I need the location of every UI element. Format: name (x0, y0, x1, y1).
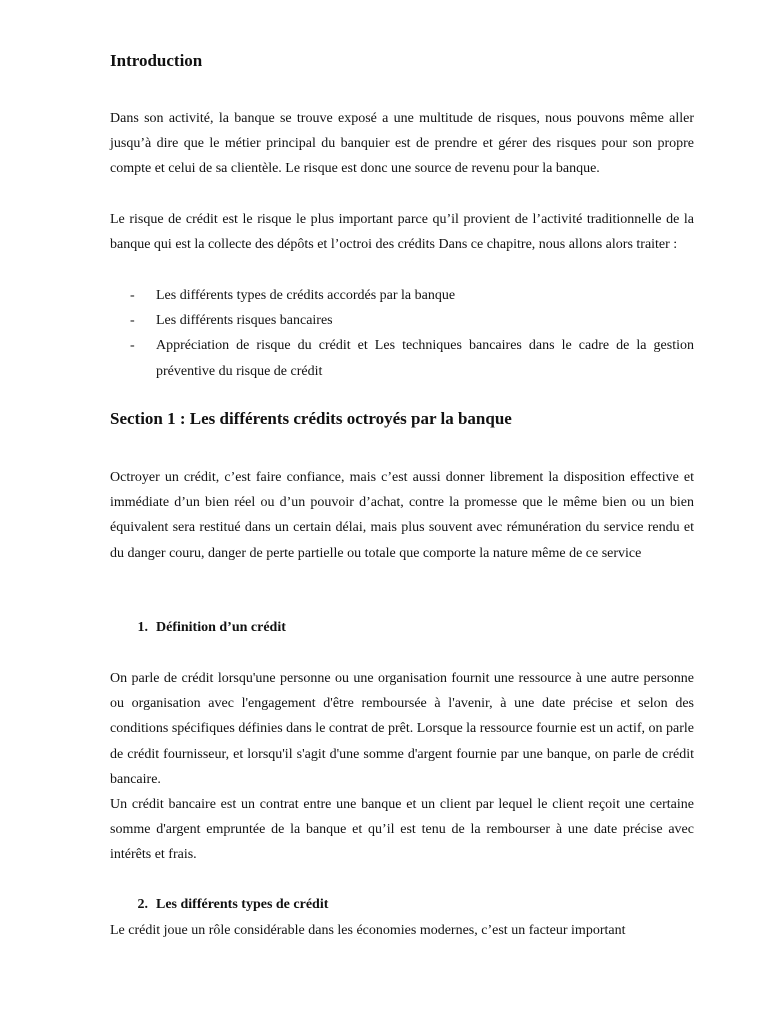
subsection-1-paragraph-1: On parle de crédit lorsqu'une personne ou une organisation fournit une ressource à une autre personne ou organisation avec l'engagement d'être remboursée à l'avenir, à une date précise et selon des conditions spécifiques définies dans le contrat de prêt. Lorsque la ressource fournie est un actif, on parle de crédit fournisseur, et lorsqu'il s'agit d'une somme d'argent fournie par une banque, on parle de crédit bancaire. (110, 671, 694, 787)
subsection-1-paragraph-2: Un crédit bancaire est un contrat entre une banque et un client par lequel le client reçoit une certaine somme d'argent empruntée de la banque et qu’il est tenu de la rembourser à une date précise avec intérêts et frais. (110, 797, 694, 863)
subsection-2-number: 2. (137, 897, 148, 912)
list-item (110, 308, 694, 333)
bullet-marker: - (130, 313, 135, 329)
bullet-marker: - (130, 338, 135, 354)
section-1-heading: Section 1 : Les différents crédits octroyés par la banque (110, 409, 512, 428)
introduction-paragraph-2: Le risque de crédit est le risque le plus important parce qu’il provient de l’activité traditionnelle de la banque qui est la collecte des dépôts et l’octroi des crédits Dans ce chapitre, nous allons alors traiter : (110, 212, 694, 253)
subsection-1-number: 1. (137, 620, 148, 635)
list-item (110, 283, 694, 308)
subsection-1-heading (110, 620, 286, 636)
bullet-text: Les différents types de crédits accordés par la banque (156, 288, 456, 303)
subsection-1-title: Définition d’un crédit (156, 620, 286, 635)
bullet-text: Les différents risques bancaires (156, 313, 333, 329)
introduction-bullet-list (110, 283, 694, 384)
introduction-heading: Introduction (110, 51, 203, 70)
subsection-2-heading (110, 897, 328, 913)
section-1-paragraph: Octroyer un crédit, c’est faire confiance, mais c’est aussi donner librement la disposition effective et immédiate d’un bien réel ou d’un pouvoir d’achat, contre la promesse que le même bien ou un bien équivalent sera restitué dans un certain délai, mais plus souvent avec rémunération du service rendu et du danger couru, danger de perte partielle ou totale que comporte la nature même de ce service (110, 470, 694, 561)
subsection-2-paragraph: Le crédit joue un rôle considérable dans les économies modernes, c’est un facteur important (110, 923, 626, 938)
introduction-paragraph-1: Dans son activité, la banque se trouve exposé a une multitude de risques, nous pouvons même aller jusqu’à dire que le métier principal du banquier est de prendre et gérer des risques pour son propre compte et celui de sa clientèle. Le risque est donc une source de revenu pour la banque. (110, 111, 694, 177)
list-item (110, 333, 694, 383)
bullet-marker: - (130, 288, 135, 303)
bullet-text: Appréciation de risque du crédit et Les techniques bancaires dans le cadre de la gestion préventive du risque de crédit (156, 338, 694, 379)
subsection-2-title: Les différents types de crédit (156, 897, 329, 912)
